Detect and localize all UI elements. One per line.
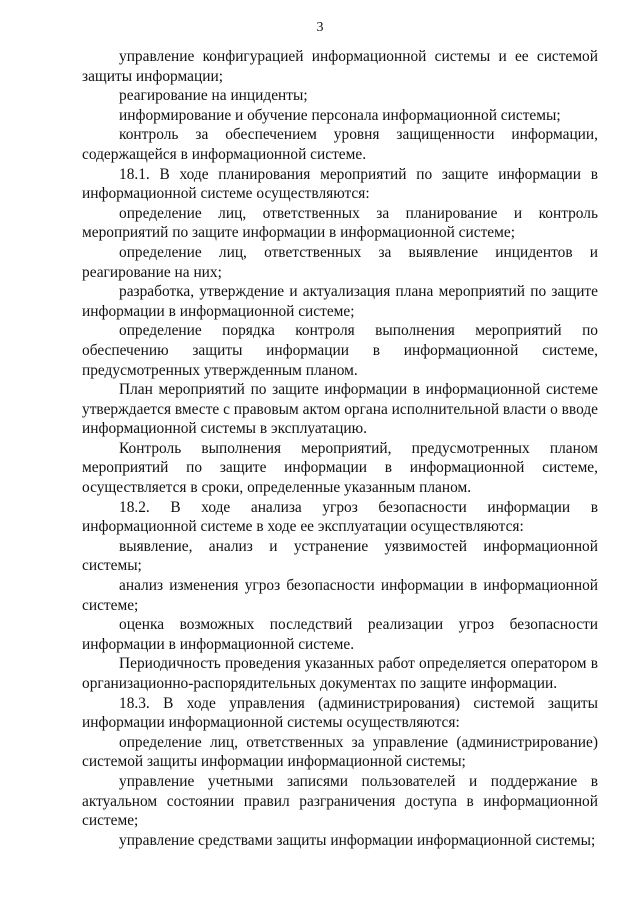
paragraph: выявление, анализ и устранение уязвимостей информационной системы; [82,537,598,575]
paragraph: 18.1. В ходе планирования мероприятий по защите информации в информационной системе осуществляются: [82,165,598,203]
paragraph: информирование и обучение персонала информационной системы; [119,106,561,124]
paragraph: определение лиц, ответственных за планирование и контроль мероприятий по защите информации в информационной системе; [82,204,598,242]
paragraph: анализ изменения угроз безопасности информации в информационной системе; [82,577,598,614]
paragraph: реагирование на инциденты; [119,87,308,105]
paragraph: управление конфигурацией информационной системы и ее системой защиты информации; [82,48,598,85]
paragraph: 18.3. В ходе управления (администрирования) системой защиты информации информационной системы осуществляются: [82,694,598,732]
paragraph: разработка, утверждение и актуализация плана мероприятий по защите информации в информационной системе; [82,283,598,320]
paragraph: контроль за обеспечением уровня защищенности информации, содержащейся в информационной системе. [82,126,598,163]
paragraph: План мероприятий по защите информации в информационной системе утверждается вместе с правовым актом органа исполнительной власти о вводе информационной системы в эксплуатацию. [82,381,598,438]
page-number: 3 [316,20,324,35]
document-body [82,47,598,850]
paragraph: Периодичность проведения указанных работ определяется оператором в организационно-распорядительных документах по защите информации. [82,655,598,692]
paragraph: определение порядка контроля выполнения мероприятий по обеспечению защиты информации в информационной системе, предусмотренных утвержденным планом. [82,322,598,379]
paragraph: определение лиц, ответственных за управление (администрирование) системой защиты информации информационной системы; [82,733,598,771]
paragraph: Контроль выполнения мероприятий, предусмотренных планом мероприятий по защите информации в информационной системе, осуществляется в сроки, определенные указанным планом. [82,439,598,497]
paragraph: определение лиц, ответственных за выявление инцидентов и реагирование на них; [82,243,598,281]
paragraph: оценка возможных последствий реализации угроз безопасности информации в информационной системе. [82,616,598,653]
paragraph: управление средствами защиты информации информационной системы; [119,831,596,849]
paragraph: 18.2. В ходе анализа угроз безопасности информации в информационной системе в ходе ее эксплуатации осуществляются: [82,498,598,536]
paragraph: управление учетными записями пользователей и поддержание в актуальном состоянии правил разграничения доступа в информационной системе; [82,772,598,830]
